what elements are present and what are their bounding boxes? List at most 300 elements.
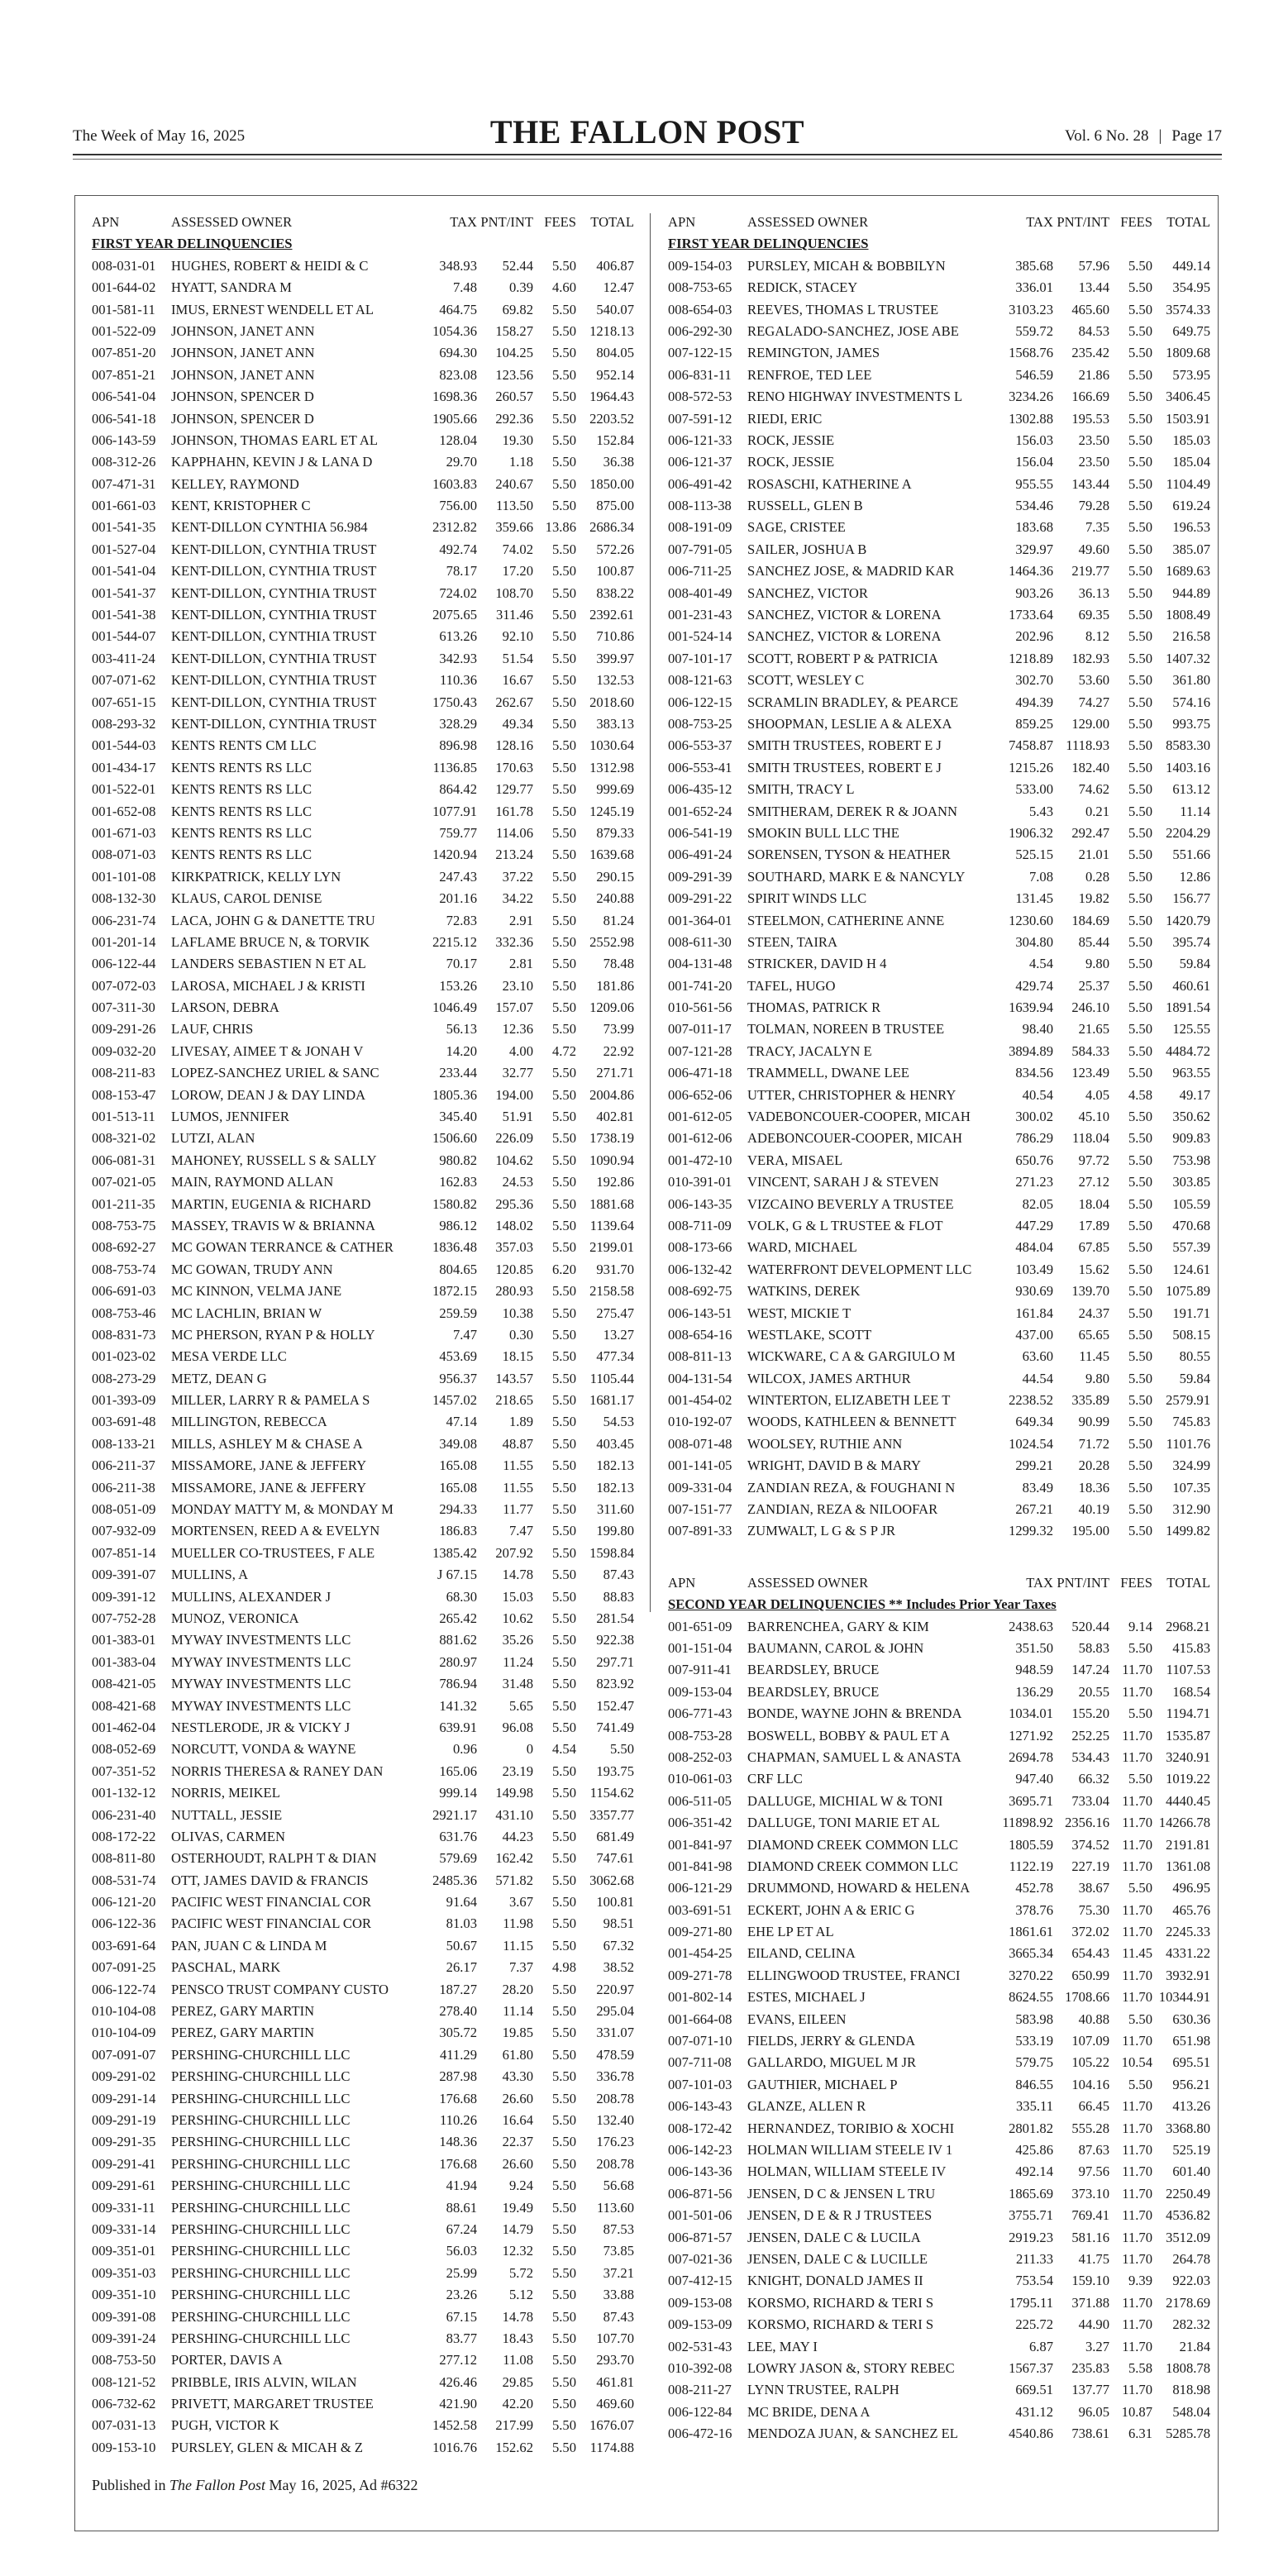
cell-tax: 300.02	[1015, 1109, 1053, 1125]
table-row	[668, 1150, 1214, 1171]
cell-apn: 001-462-04	[92, 1719, 156, 1735]
cell-owner: EHE LP ET AL	[747, 1924, 834, 1940]
cell-tax: 2694.78	[1009, 1748, 1053, 1765]
cell-tax: 165.08	[439, 1457, 477, 1474]
cell-apn: 001-201-14	[92, 933, 156, 950]
cell-tax: 533.19	[1015, 2033, 1053, 2049]
cell-owner: VADEBONCOUER-COOPER, MICAH	[747, 1109, 971, 1125]
cell-pnt-int: 0.28	[1085, 868, 1109, 885]
table-row	[92, 1477, 637, 1499]
cell-tax: 267.21	[1015, 1501, 1053, 1518]
cell-pnt-int: 534.43	[1071, 1748, 1109, 1765]
cell-total: 395.74	[1172, 933, 1210, 950]
cell-owner: PURSLEY, GLEN & MICAH & Z	[171, 2439, 364, 2455]
cell-owner: KIRKPATRICK, KELLY LYN	[171, 868, 341, 885]
table-row	[92, 1324, 637, 1346]
cell-pnt-int: 17.20	[502, 563, 533, 580]
cell-total: 3406.45	[1166, 389, 1210, 405]
cell-pnt-int: 11.55	[503, 1479, 533, 1496]
cell-owner: MASSEY, TRAVIS W & BRIANNA	[171, 1217, 375, 1233]
cell-tax: 83.77	[446, 2330, 477, 2346]
cell-fees: 5.50	[551, 1567, 576, 1583]
cell-total: 573.95	[1172, 366, 1210, 383]
masthead	[73, 112, 1222, 152]
cell-pnt-int: 733.04	[1071, 1792, 1109, 1809]
table-row	[92, 386, 637, 408]
cell-tax: 452.78	[1015, 1880, 1053, 1896]
table-row	[668, 430, 1214, 451]
cell-tax: 153.26	[439, 977, 477, 994]
cell-fees: 5.50	[1128, 803, 1152, 819]
cell-tax: 68.30	[446, 1588, 477, 1605]
cell-apn: 003-691-64	[92, 1937, 156, 1953]
cell-tax: 1034.01	[1009, 1705, 1053, 1722]
cell-pnt-int: 9.80	[1085, 1370, 1109, 1386]
cell-tax: 233.44	[439, 1065, 477, 1081]
cell-total: 152.47	[596, 1697, 634, 1714]
cell-fees: 5.50	[551, 345, 576, 361]
cell-pnt-int: 7.37	[508, 1959, 533, 1976]
cell-apn: 006-231-40	[92, 1806, 156, 1823]
cell-total: 80.55	[1179, 1348, 1210, 1365]
cell-tax: 724.02	[439, 584, 477, 601]
cell-pnt-int: 162.42	[495, 1850, 533, 1867]
cell-fees: 5.50	[1128, 322, 1152, 339]
cell-fees: 11.70	[1122, 1727, 1152, 1744]
cell-apn: 008-293-32	[92, 715, 156, 732]
cell-apn: 006-292-30	[668, 322, 732, 339]
cell-apn: 007-121-28	[668, 1042, 732, 1059]
cell-tax: 896.98	[439, 737, 477, 754]
table-row	[668, 1703, 1214, 1724]
cell-apn: 007-851-20	[92, 345, 156, 361]
cell-total: 551.66	[1172, 847, 1210, 863]
table-row	[668, 2336, 1214, 2358]
cell-owner: ECKERT, JOHN A & ERIC G	[747, 1901, 915, 1918]
cell-pnt-int: 226.09	[495, 1130, 533, 1147]
cell-tax: 287.98	[439, 2068, 477, 2085]
table-row	[92, 626, 637, 647]
cell-tax: 162.83	[439, 1174, 477, 1190]
cell-tax: 141.32	[439, 1697, 477, 1714]
cell-apn: 004-131-54	[668, 1370, 732, 1386]
footer-suffix: May 16, 2025, Ad #6322	[265, 2477, 418, 2493]
cell-tax: 1750.43	[432, 694, 477, 710]
table-row	[668, 408, 1214, 430]
cell-total: 415.83	[1172, 1640, 1210, 1656]
table-row	[668, 1018, 1214, 1040]
cell-apn: 001-841-98	[668, 1858, 732, 1874]
table-row	[92, 997, 637, 1018]
cell-pnt-int: 48.87	[502, 1435, 533, 1452]
cell-apn: 007-011-17	[668, 1021, 732, 1038]
cell-owner: JOHNSON, JANET ANN	[171, 366, 315, 383]
cell-pnt-int: 74.62	[1078, 781, 1109, 798]
table-row	[92, 1303, 637, 1324]
cell-fees: 5.50	[551, 2243, 576, 2259]
cell-apn: 006-122-44	[92, 956, 156, 972]
cell-tax: 881.62	[439, 1632, 477, 1648]
cell-fees: 5.50	[551, 2111, 576, 2128]
cell-owner: DALLUGE, MICHIAL W & TONI	[747, 1792, 943, 1809]
masthead-rule-thin	[73, 159, 1222, 160]
table-row	[668, 342, 1214, 364]
cell-total: 2686.34	[589, 519, 634, 536]
cell-owner: LOPEZ-SANCHEZ URIEL & SANC	[171, 1065, 379, 1081]
cell-owner: KENT-DILLON CYNTHIA 56.984	[171, 519, 368, 536]
cell-fees: 5.50	[1128, 999, 1152, 1016]
cell-owner: HOLMAN WILLIAM STEELE IV 1	[747, 2141, 953, 2158]
cell-fees: 5.50	[551, 475, 576, 492]
cell-apn: 007-071-62	[92, 672, 156, 689]
cell-total: 2245.33	[1166, 1924, 1210, 1940]
cell-total: 295.04	[596, 2003, 634, 2020]
cell-fees: 6.31	[1128, 2426, 1152, 2442]
cell-apn: 006-871-57	[668, 2229, 732, 2245]
cell-owner: PERSHING-CHURCHILL LLC	[171, 2134, 351, 2150]
cell-tax: 1452.58	[432, 2417, 477, 2434]
cell-pnt-int: 332.36	[495, 933, 533, 950]
cell-total: 220.97	[596, 1981, 634, 1997]
cell-apn: 001-151-04	[668, 1640, 732, 1656]
cell-owner: LUMOS, JENNIFER	[171, 1109, 289, 1125]
cell-tax: 583.98	[1015, 2011, 1053, 2027]
table-row	[92, 1848, 637, 1869]
column-header	[92, 212, 637, 233]
cell-tax: 999.14	[439, 1785, 477, 1801]
cell-total: 2250.49	[1166, 2185, 1210, 2202]
table-row	[668, 2227, 1214, 2249]
cell-pnt-int: 170.63	[495, 759, 533, 775]
cell-total: 1681.17	[589, 1392, 634, 1409]
cell-fees: 5.50	[551, 1239, 576, 1256]
table-row	[92, 648, 637, 670]
cell-pnt-int: 1118.93	[1066, 737, 1109, 754]
cell-pnt-int: 213.24	[495, 847, 533, 863]
cell-tax: 804.65	[439, 1261, 477, 1277]
cell-total: 1105.44	[589, 1370, 634, 1386]
cell-owner: SORENSEN, TYSON & HEATHER	[747, 847, 951, 863]
cell-apn: 007-101-17	[668, 650, 732, 666]
cell-fees: 11.70	[1122, 1683, 1152, 1700]
cell-fees: 5.50	[1128, 759, 1152, 775]
cell-apn: 006-471-18	[668, 1065, 732, 1081]
cell-fees: 5.50	[551, 1828, 576, 1844]
cell-total: 37.21	[603, 2264, 634, 2281]
cell-owner: KENT-DILLON, CYNTHIA TRUST	[171, 607, 377, 623]
cell-owner: CHAPMAN, SAMUEL L & ANASTA	[747, 1748, 961, 1765]
cell-apn: 009-391-12	[92, 1588, 156, 1605]
table-row	[92, 430, 637, 451]
cell-total: 1891.54	[1166, 999, 1210, 1016]
cell-total: 1107.53	[1166, 1662, 1210, 1678]
cell-fees: 11.70	[1122, 2338, 1152, 2354]
cell-tax: 492.74	[439, 541, 477, 557]
cell-fees: 5.50	[551, 1130, 576, 1147]
cell-owner: JENSEN, D E & R J TRUSTEES	[747, 2207, 933, 2224]
cell-tax: 2312.82	[432, 519, 477, 536]
cell-tax: 348.93	[439, 257, 477, 274]
table-row	[668, 866, 1214, 888]
cell-apn: 006-211-37	[92, 1457, 155, 1474]
cell-owner: ROSASCHI, KATHERINE A	[747, 475, 912, 492]
table-row	[92, 757, 637, 779]
cell-tax: 11898.92	[1002, 1815, 1053, 1831]
header-total: TOTAL	[1166, 1574, 1210, 1591]
cell-apn: 009-153-09	[668, 2316, 732, 2333]
cell-total: 2968.21	[1166, 1618, 1210, 1634]
cell-tax: 41.94	[446, 2178, 477, 2194]
table-row	[668, 604, 1214, 626]
cell-owner: DALLUGE, TONI MARIE ET AL	[747, 1815, 940, 1831]
cell-fees: 5.50	[551, 650, 576, 666]
cell-pnt-int: 143.44	[1071, 475, 1109, 492]
table-row	[668, 1368, 1214, 1390]
cell-owner: STEEN, TAIRA	[747, 933, 837, 950]
cell-fees: 5.50	[551, 2287, 576, 2303]
cell-fees: 5.50	[1128, 1326, 1152, 1343]
cell-tax: 4540.86	[1009, 2426, 1053, 2442]
cell-fees: 5.50	[551, 2068, 576, 2085]
cell-pnt-int: 36.13	[1078, 584, 1109, 601]
cell-fees: 5.50	[551, 890, 576, 907]
cell-owner: PENSCO TRUST COMPANY CUSTO	[171, 1981, 389, 1997]
cell-tax: 378.76	[1015, 1901, 1053, 1918]
cell-total: 931.70	[596, 1261, 634, 1277]
cell-fees: 11.70	[1122, 1792, 1152, 1809]
cell-apn: 007-351-52	[92, 1763, 156, 1779]
cell-pnt-int: 571.82	[495, 1872, 533, 1888]
cell-pnt-int: 18.36	[1078, 1479, 1109, 1496]
table-row	[92, 2088, 637, 2110]
cell-owner: SCOTT, ROBERT P & PATRICIA	[747, 650, 938, 666]
cell-tax: 63.60	[1022, 1348, 1053, 1365]
cell-pnt-int: 359.66	[495, 519, 533, 536]
left-table-body	[92, 255, 637, 2459]
cell-owner: LARSON, DEBRA	[171, 999, 279, 1016]
cell-total: 2158.58	[589, 1283, 634, 1300]
cell-apn: 003-411-24	[92, 650, 155, 666]
cell-fees: 5.50	[1128, 1174, 1152, 1190]
cell-pnt-int: 66.45	[1078, 2098, 1109, 2115]
cell-tax: 1420.94	[432, 847, 477, 863]
cell-total: 449.14	[1172, 257, 1210, 274]
cell-total: 838.22	[596, 584, 634, 601]
cell-total: 49.17	[1179, 1086, 1210, 1103]
cell-fees: 4.60	[551, 279, 576, 296]
cell-tax: 4.54	[1028, 956, 1053, 972]
cell-total: 2203.52	[589, 410, 634, 427]
cell-owner: VOLK, G & L TRUSTEE & FLOT	[747, 1217, 943, 1233]
cell-apn: 008-191-09	[668, 519, 732, 536]
cell-fees: 5.50	[1128, 694, 1152, 710]
cell-pnt-int: 21.86	[1078, 366, 1109, 383]
cell-tax: 259.59	[439, 1305, 477, 1321]
cell-pnt-int: 157.07	[495, 999, 533, 1016]
cell-pnt-int: 431.10	[495, 1806, 533, 1823]
cell-fees: 5.50	[551, 2264, 576, 2281]
cell-owner: PERSHING-CHURCHILL LLC	[171, 2264, 351, 2281]
cell-fees: 5.50	[1128, 410, 1152, 427]
cell-fees: 5.50	[551, 1457, 576, 1474]
cell-total: 403.45	[596, 1435, 634, 1452]
table-row	[668, 1520, 1214, 1542]
cell-apn: 001-434-17	[92, 759, 156, 775]
cell-total: 3357.77	[589, 1806, 634, 1823]
cell-pnt-int: 35.26	[502, 1632, 533, 1648]
table-row	[668, 1682, 1214, 1703]
cell-apn: 001-741-20	[668, 977, 732, 994]
cell-fees: 5.50	[1128, 563, 1152, 580]
cell-total: 710.86	[596, 628, 634, 645]
cell-pnt-int: 107.09	[1071, 2033, 1109, 2049]
cell-fees: 5.50	[551, 1109, 576, 1125]
cell-apn: 006-122-15	[668, 694, 732, 710]
cell-pnt-int: 15.03	[502, 1588, 533, 1605]
table-row	[92, 2110, 637, 2131]
cell-fees: 5.50	[551, 2003, 576, 2020]
cell-owner: KENT-DILLON, CYNTHIA TRUST	[171, 650, 377, 666]
table-row	[668, 2314, 1214, 2335]
table-row	[92, 1499, 637, 1520]
cell-fees: 11.70	[1122, 1836, 1152, 1853]
cell-apn: 001-664-08	[668, 2011, 732, 2027]
cell-tax: 3665.34	[1009, 1945, 1053, 1962]
cell-fees: 5.50	[551, 563, 576, 580]
masthead-rule-thick	[73, 154, 1222, 155]
cell-fees: 5.50	[551, 607, 576, 623]
cell-fees: 5.50	[1128, 868, 1152, 885]
cell-apn: 008-071-48	[668, 1435, 732, 1452]
cell-owner: NORRIS, MEIKEL	[171, 1785, 280, 1801]
cell-tax: 56.13	[446, 1021, 477, 1038]
cell-pnt-int: 235.42	[1071, 345, 1109, 361]
cell-owner: MAIN, RAYMOND ALLAN	[171, 1174, 334, 1190]
table-row	[92, 2154, 637, 2175]
cell-apn: 006-122-74	[92, 1981, 156, 1997]
cell-apn: 008-692-75	[668, 1283, 732, 1300]
cell-fees: 5.50	[551, 694, 576, 710]
table-row	[92, 1085, 637, 1106]
cell-owner: MENDOZA JUAN, & SANCHEZ EL	[747, 2426, 958, 2442]
cell-total: 12.86	[1179, 868, 1210, 885]
table-row	[668, 277, 1214, 298]
cell-apn: 007-072-03	[92, 977, 156, 994]
cell-apn: 008-252-03	[668, 1748, 732, 1765]
cell-tax: 328.29	[439, 715, 477, 732]
cell-owner: GLANZE, ALLEN R	[747, 2098, 866, 2115]
cell-pnt-int: 227.19	[1071, 1858, 1109, 1874]
cell-owner: REGALADO-SANCHEZ, JOSE ABE	[747, 322, 959, 339]
cell-tax: 280.97	[439, 1653, 477, 1670]
cell-pnt-int: 357.03	[495, 1239, 533, 1256]
cell-apn: 008-753-74	[92, 1261, 156, 1277]
cell-tax: 277.12	[439, 2352, 477, 2368]
table-row	[668, 321, 1214, 342]
cell-total: 271.71	[596, 1065, 634, 1081]
cell-fees: 5.50	[551, 1872, 576, 1888]
cell-owner: KENT-DILLON, CYNTHIA TRUST	[171, 672, 377, 689]
cell-fees: 5.50	[551, 1152, 576, 1168]
cell-tax: 1733.64	[1009, 607, 1053, 623]
cell-total: 5.50	[609, 1741, 634, 1758]
cell-apn: 010-061-03	[668, 1771, 732, 1787]
cell-total: 21.84	[1179, 2338, 1210, 2354]
cell-apn: 001-454-02	[668, 1392, 732, 1409]
table-row	[668, 2140, 1214, 2161]
cell-owner: MILLS, ASHLEY M & CHASE A	[171, 1435, 363, 1452]
newspaper-title: THE FALLON POST	[489, 113, 805, 150]
table-row	[668, 779, 1214, 800]
cell-apn: 009-291-14	[92, 2090, 156, 2106]
table-row	[668, 561, 1214, 582]
table-row	[92, 779, 637, 800]
cell-owner: MONDAY MATTY M, & MONDAY M	[171, 1501, 394, 1518]
cell-total: 1808.49	[1166, 607, 1210, 623]
table-row	[668, 1943, 1214, 1964]
cell-fees: 11.70	[1122, 2120, 1152, 2136]
cell-pnt-int: 58.83	[1078, 1640, 1109, 1656]
cell-owner: TOLMAN, NOREEN B TRUSTEE	[747, 1021, 945, 1038]
cell-total: 1964.43	[589, 389, 634, 405]
cell-owner: PASCHAL, MARK	[171, 1959, 281, 1976]
cell-pnt-int: 9.24	[508, 2178, 533, 2194]
cell-total: 1738.19	[589, 1130, 634, 1147]
cell-total: 413.26	[1172, 2098, 1210, 2115]
cell-owner: GALLARDO, MIGUEL M JR	[747, 2054, 917, 2071]
table-row	[668, 299, 1214, 321]
cell-pnt-int: 139.70	[1071, 1283, 1109, 1300]
cell-pnt-int: 24.37	[1078, 1305, 1109, 1321]
cell-owner: JOHNSON, JANET ANN	[171, 322, 315, 339]
cell-fees: 5.50	[551, 1021, 576, 1038]
cell-owner: PRIBBLE, IRIS ALVIN, WILAN	[171, 2373, 357, 2390]
cell-owner: PERSHING-CHURCHILL LLC	[171, 2221, 351, 2237]
cell-tax: 2075.65	[432, 607, 477, 623]
cell-tax: 823.08	[439, 366, 477, 383]
table-row	[668, 1106, 1214, 1128]
cell-total: 350.62	[1172, 1109, 1210, 1125]
cell-fees: 5.50	[1128, 1414, 1152, 1430]
cell-pnt-int: 96.05	[1078, 2403, 1109, 2420]
cell-total: 336.78	[596, 2068, 634, 2085]
table-row	[92, 932, 637, 953]
cell-total: 460.61	[1172, 977, 1210, 994]
table-row	[668, 2358, 1214, 2379]
cell-owner: EILAND, CELINA	[747, 1945, 856, 1962]
cell-fees: 5.50	[551, 389, 576, 405]
cell-total: 193.75	[596, 1763, 634, 1779]
cell-pnt-int: 235.83	[1071, 2359, 1109, 2376]
cell-owner: SCRAMLIN BRADLEY, & PEARCE	[747, 694, 959, 710]
cell-pnt-int: 105.22	[1071, 2054, 1109, 2071]
cell-owner: SAILER, JOSHUA B	[747, 541, 867, 557]
cell-fees: 11.70	[1122, 1967, 1152, 1983]
cell-owner: REDICK, STACEY	[747, 279, 858, 296]
cell-total: 1881.68	[589, 1195, 634, 1212]
cell-total: 290.15	[596, 868, 634, 885]
table-row	[92, 1979, 637, 2001]
table-row	[92, 2263, 637, 2284]
cell-pnt-int: 123.56	[495, 366, 533, 383]
cell-pnt-int: 465.60	[1071, 301, 1109, 317]
table-row	[668, 495, 1214, 517]
cell-pnt-int: 581.16	[1071, 2229, 1109, 2245]
cell-pnt-int: 195.00	[1071, 1523, 1109, 1539]
cell-total: 1420.79	[1166, 912, 1210, 928]
table-row	[92, 299, 637, 321]
cell-tax: 421.90	[439, 2396, 477, 2412]
